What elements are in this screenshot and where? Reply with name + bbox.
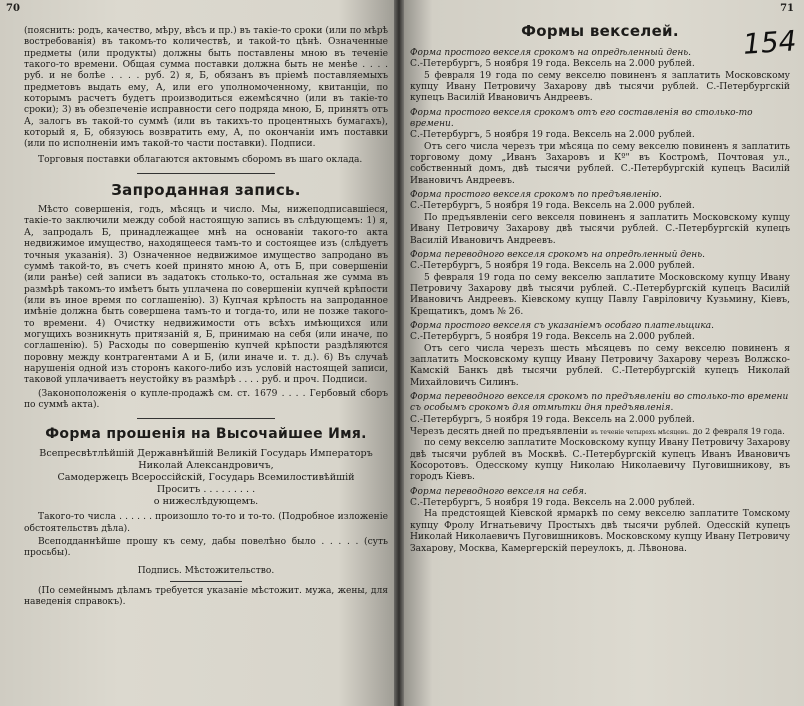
- section-heading-vekseli: Формы векселей.: [521, 22, 679, 40]
- divider: [137, 173, 275, 174]
- bill-form: [410, 108, 790, 187]
- bill-form: [410, 190, 790, 247]
- form-city-line: С.-Петербургъ, 5 ноября 19 года. Вексель на 2.000 рублей.: [410, 201, 695, 212]
- form-text: На предстоящей Кіевской ярмаркѣ по сему векселю заплатите Томскому купцу Фролу Игнатьевичу Простыхъ двѣ тысячи рублей. Одесскій купецъ Николай Николаевичъ Пуговишниковъ. Московскому купцу Ивану Петровичу Захарову, Москва, Камергерскій переулокъ, д. Лѣвоновa.: [410, 509, 790, 554]
- mark-line-date: до 2 февраля 19 года.: [692, 427, 785, 436]
- zaprodazh-text: Мѣсто совершенія, годъ, мѣсяцъ и число. Мы, нижеподписавшіеся, такіе-то заключили между собой настоящую запись въ слѣдующемъ: 1) я, А, запродалъ Б, принадлежащее мнѣ на основаніи такого-то акта недвижимое имущество, находящееся тамъ-то и состоящее изъ (слѣдуетъ точныя указанія). 3) Означенное недвижимое имущество запродано въ суммѣ такой-то, въ счетъ коей принято мною А, отъ Б, при совершеніи (или ранѣе) сей записи въ задатокъ столько-то, остальная же сумма въ размѣрѣ такомъ-то имѣетъ быть уплачена по совершеніи купчей крѣпости (или въ иное время по соглашенію). 3) Купчая крѣпость на запроданное имѣніе должна быть совершена тамъ-то и тогда-то, или не позже такого-то времени. 4) Очистку недвижимости отъ всѣхъ имѣющихся или могущихъ возникнуть притязаній я, Б, принимаю на себя (или иначе, по соглашенію). 5) Расходы по совершенію купчей крѣпости раздѣляются поровну между контрагентами А и Б, (или иначе и. т. д.). 6) Въ случаѣ нарушенія одной изъ сторонъ какого-либо изъ условій настоящей записи, таковой уплачиваетъ неустойку въ размѣрѣ . . . . руб. и проч. Подписи.: [24, 205, 388, 386]
- form-title: Форма простого векселя съ указаніемъ особаго плательщика.: [410, 320, 714, 331]
- petition-body: Всеподданнѣйше прошу къ сему, дабы повелѣно было . . . . . (суть просьбы).: [24, 537, 388, 559]
- petition-body: Такого-то числа . . . . . . произошло то-то и то-то. (Подробное изложеніе обстоятельствъ дѣла).: [24, 512, 388, 534]
- form-city-line: С.-Петербургъ, 5 ноября 19 года. Вексель на 2.000 рублей.: [410, 332, 695, 343]
- form-city-line: С.-Петербургъ, 5 ноября 19 года. Вексель на 2.000 рублей.: [410, 498, 695, 509]
- page-number-left: 70: [6, 3, 20, 14]
- form-title: Форма простого векселя срокомъ по предъявленію.: [410, 190, 662, 201]
- petition-title-line: Проситъ . . . . . . . . .: [156, 484, 256, 496]
- form-text: Отъ сего числа черезъ три мѣсяца по сему векселю повиненъ я заплатить торговому дому „Иванъ Захаровъ и Кº" въ Костромѣ, Почтовая ул., собственный домъ, двѣ тысячи рублей. С.-Петербургскій купецъ Василій Ивановичъ Андреевъ.: [410, 141, 790, 186]
- section-heading-proshenie: Форма прошенія на Высочайшее Имя.: [45, 426, 367, 443]
- bill-form: [410, 250, 790, 318]
- petition-title-line: Самодержецъ Всероссійскій, Государь Всемилостивѣйшій: [57, 472, 355, 484]
- bill-form: [410, 392, 790, 484]
- final-note: (По семейнымъ дѣламъ требуется указаніе мѣстожит. мужа, жены, для наведенія справокъ).: [24, 586, 388, 608]
- petition-title-line: о нижеслѣдующемъ.: [153, 496, 259, 508]
- divider: [170, 581, 243, 582]
- form-text: Отъ сего числа черезъ шесть мѣсяцевъ по сему векселю повиненъ я заплатить Московскому купцу Ивану Петровичу Захарову черезъ Волжско-Камскій Банкъ двѣ тысячи рублей. С.-Петербургскій купецъ Николай Михайловичъ Силинъ.: [410, 343, 790, 388]
- section-heading-zaprodazh: Запроданная запись.: [111, 181, 301, 200]
- form-city-line: С.-Петербургъ, 5 ноября 19 года. Вексель на 2.000 рублей.: [410, 261, 695, 272]
- mark-line-text: Черезъ десять дней по предъявленіи: [410, 427, 589, 437]
- bill-form: [410, 48, 790, 105]
- book-gutter: [394, 0, 404, 706]
- form-title: Форма переводного векселя срокомъ по предъявленіи во столько-то времени съ особымъ срокомъ для отмѣтки дня предъявленія.: [410, 392, 789, 414]
- supply-contract-paragraph: (поясн͏ить: родъ, качество, мѣру, вѣсъ и пр.) въ такіе-то сроки (или по мѣрѣ востребованія) въ такомъ-то количествѣ, и такой-то цѣнѣ. Означенные предметы (или продукты) должны быть поставлены мною въ теченіе такого-то времени. Общая сумма поставки должна быть не менѣе . . . . руб. и не болѣе . . . . руб. 2) я, Б, обязанъ въ пріемѣ поставляемыхъ предметовъ выдать ему, А, или его уполномоченному, квитанціи, по которымъ расчетъ будетъ производиться ежемѣсячно (или въ такіе-то сроки); 3) въ обезпеченіе исправности сего подряда мною, Б, принятъ отъ А, залогъ въ такой-то суммѣ (или въ такихъ-то процентныхъ бумагахъ), который я, Б, обязуюсь возвратить ему, А, по окончаніи имъ поставки (или по исполненіи имъ такой-то части поставки). Подписи.: [24, 26, 388, 150]
- signature-line: Подпись. Мѣстожительство.: [137, 565, 275, 576]
- mark-line-note: въ теченіе четырехъ мѣсяцевъ.: [590, 429, 690, 436]
- form-title: Форма переводного векселя на себя.: [410, 486, 587, 497]
- form-mark-line: [410, 426, 790, 438]
- form-text: 5 февраля 19 года по сему векселю заплатите Московскому купцу Ивану Петровичу Захарову двѣ тысячи рублей. С.-Петербургскій купецъ Василій Ивановичъ Андреевъ. Кіевскому купцу Павлу Гавріловичу Кузьмину, Кіевъ, Крещатикъ, домъ № 26.: [410, 272, 790, 317]
- form-text: по сему векселю заплатите Московскому купцу Ивану Петровичу Захарову двѣ тысячи рублей въ Москвѣ. С.-Петербургскій купецъ Иванъ Ивановичъ Косоротовъ. Одесскому купцу Николаю Николаевичу Пуговишникову, въ городъ Кіевъ.: [410, 438, 790, 483]
- zaprodazh-note: (Законоположенія о купле-продажѣ см. ст. 1679 . . . . Гербовый сборъ по суммѣ акта).: [24, 388, 388, 410]
- petition-title-line: Николай Александровичъ,: [138, 460, 274, 472]
- form-title: Форма простого векселя срокомъ на опредѣленный день.: [410, 48, 692, 58]
- form-text: 5 февраля 19 года по сему векселю повиненъ я заплатить Московскому купцу Ивану Петровичу Захарову двѣ тысячи рублей. С.-Петербургскій купецъ Василій Ивановичъ Андреевъ.: [410, 70, 790, 104]
- left-page: [0, 0, 398, 706]
- petition-title-line: Всепресвѣтлѣйшій Державнѣйшій Великій Государь Императоръ: [39, 448, 373, 460]
- form-city-line: С.-Петербургъ, 5 ноября 19 года. Вексель на 2.000 рублей.: [410, 59, 695, 70]
- bill-form: [410, 321, 790, 389]
- tax-note: Торговыя поставки облагаются актовымъ сборомъ въ шаго оклада.: [38, 154, 363, 165]
- form-city-line: С.-Петербургъ, 5 ноября 19 года. Вексель на 2.000 рублей.: [410, 130, 695, 141]
- handwritten-stamp: 154: [741, 24, 798, 61]
- form-text: По предъявленіи сего векселя повиненъ я заплатить Московскому купцу Ивану Петровичу Захарову двѣ тысячи рублей. С.-Петербургскій купецъ Василій Ивановичъ Андреевъ.: [410, 212, 790, 246]
- bill-form: [410, 487, 790, 555]
- page-number-right: 71: [780, 3, 794, 14]
- form-city-line: С.-Петербургъ, 5 ноября 19 года. Вексель на 2.000 рублей.: [410, 414, 695, 425]
- form-title: Форма простого векселя срокомъ отъ его составленія во столько-то времени.: [410, 107, 753, 130]
- right-page: [400, 0, 804, 706]
- form-title: Форма переводного векселя срокомъ на опредѣленный день.: [410, 249, 705, 260]
- divider: [137, 418, 275, 419]
